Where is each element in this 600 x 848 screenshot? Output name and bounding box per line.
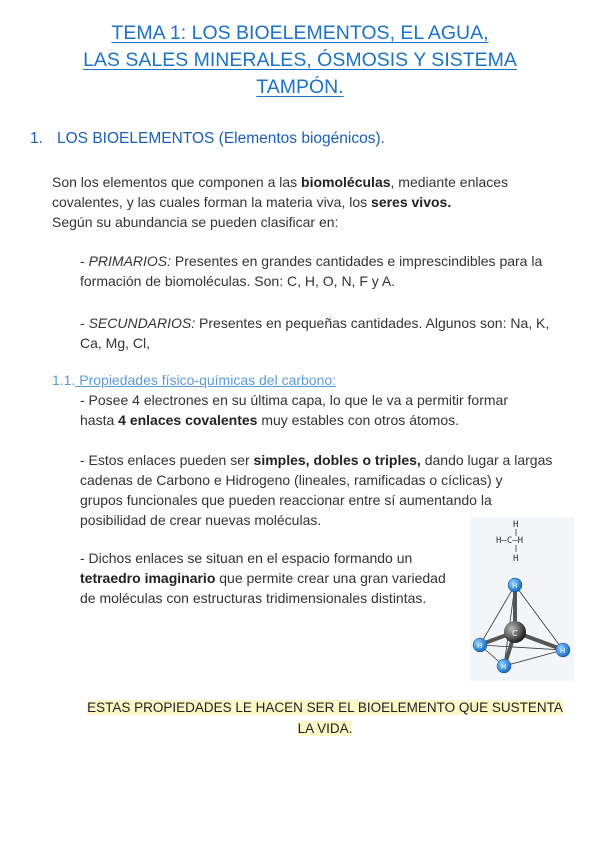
bullet-text: muy estables con otros átomos. [257,412,459,428]
section-heading-bioelementos [30,130,385,148]
bullet-text: cadenas de Carbono e Hidrogeno (lineales, ramificadas o cíclicas) y [80,472,503,488]
conclusion-highlight [80,697,570,739]
hydrogen-label: H [477,642,483,650]
intro-bold-biomoleculas: biomoléculas [301,174,391,190]
primarios-paragraph: - PRIMARIOS: Presentes en grandes cantidades e imprescindibles para la formación de biomoléculas. Son: C, H, O, N, F y A. [80,253,543,289]
formula-h-top: H [513,520,519,530]
secundarios-text: Presentes en pequeñas cantidades. Algunos son: Na, K, [195,315,550,331]
title-line-1: TEMA 1: LOS BIOELEMENTOS, EL AGUA, [111,22,489,44]
intro-paragraph [52,172,508,232]
conclusion-line-2: LA VIDA. [297,721,353,736]
intro-text: , mediante enlaces [390,174,509,190]
bullet-bold-tipos: simples, dobles o triples, [253,452,421,468]
primarios-text: Presentes en grandes cantidades e imprescindibles para la [171,253,543,269]
bullet-text: - Estos enlaces pueden ser [80,452,254,468]
intro-bold-seres-vivos: seres vivos. [371,194,452,210]
section-heading-text: LOS BIOELEMENTOS (Elementos biogénicos). [57,130,385,147]
hydrogen-label: H [560,647,566,655]
intro-text: covalentes, y las cuales forman la materia viva, los [52,194,372,210]
intro-text: Son los elementos que componen a las [52,174,302,190]
secundarios-paragraph: - SECUNDARIOS: Presentes en pequeñas cantidades. Algunos son: Na, K, Ca, Mg, Cl, [80,315,550,351]
bullet-text: que permite crear una gran variedad [215,570,446,586]
page-title [40,20,560,101]
hydrogen-label: H [501,663,507,671]
formula-h-bottom: H [513,554,519,564]
section-number: 1. [30,130,43,147]
bullet-bold-enlaces: 4 enlaces covalentes [118,412,258,428]
subsection-heading-text: Propiedades físico-químicas del carbono: [75,372,337,388]
bullet-text: - Dichos enlaces se situan en el espacio formando un [80,550,413,566]
methane-tetrahedron-figure [470,517,574,681]
bullet-text: hasta [80,412,119,428]
bullet-electrones [80,390,508,430]
secundarios-text: Ca, Mg, Cl, [80,335,151,351]
subsection-number: 1.1. [52,372,76,388]
bullet-text: de moléculas con estructuras tridimensionales distintas. [80,590,427,606]
primarios-text: formación de biomoléculas. Son: C, H, O, N, F y A. [80,273,396,289]
secundarios-label: SECUNDARIOS: [88,315,196,331]
title-line-3: TAMPÓN. [256,76,344,98]
title-line-2: LAS SALES MINERALES, ÓSMOSIS Y SISTEMA [83,49,517,71]
bullet-text: grupos funcionales que pueden reaccionar entre sí aumentando la [80,492,492,508]
intro-text: Según su abundancia se pueden clasificar en: [52,214,339,230]
formula-middle: H—C—H [496,536,524,546]
primarios-label: PRIMARIOS: [88,253,172,269]
bullet-text: - Posee 4 electrones en su última capa, lo que le va a permitir formar [80,392,508,408]
bullet-tetraedro [80,548,446,608]
bullet-text: dando lugar a largas [420,452,553,468]
carbon-label: C [512,629,518,638]
bullet-bold-tetraedro: tetraedro imaginario [80,570,216,586]
bullet-text: posibilidad de crear nuevas moléculas. [80,512,322,528]
subsection-heading-carbono [52,372,336,388]
conclusion-line-1: ESTAS PROPIEDADES LE HACEN SER EL BIOELEMENTO QUE SUSTENTA [87,700,563,715]
hydrogen-label: H [512,582,518,590]
